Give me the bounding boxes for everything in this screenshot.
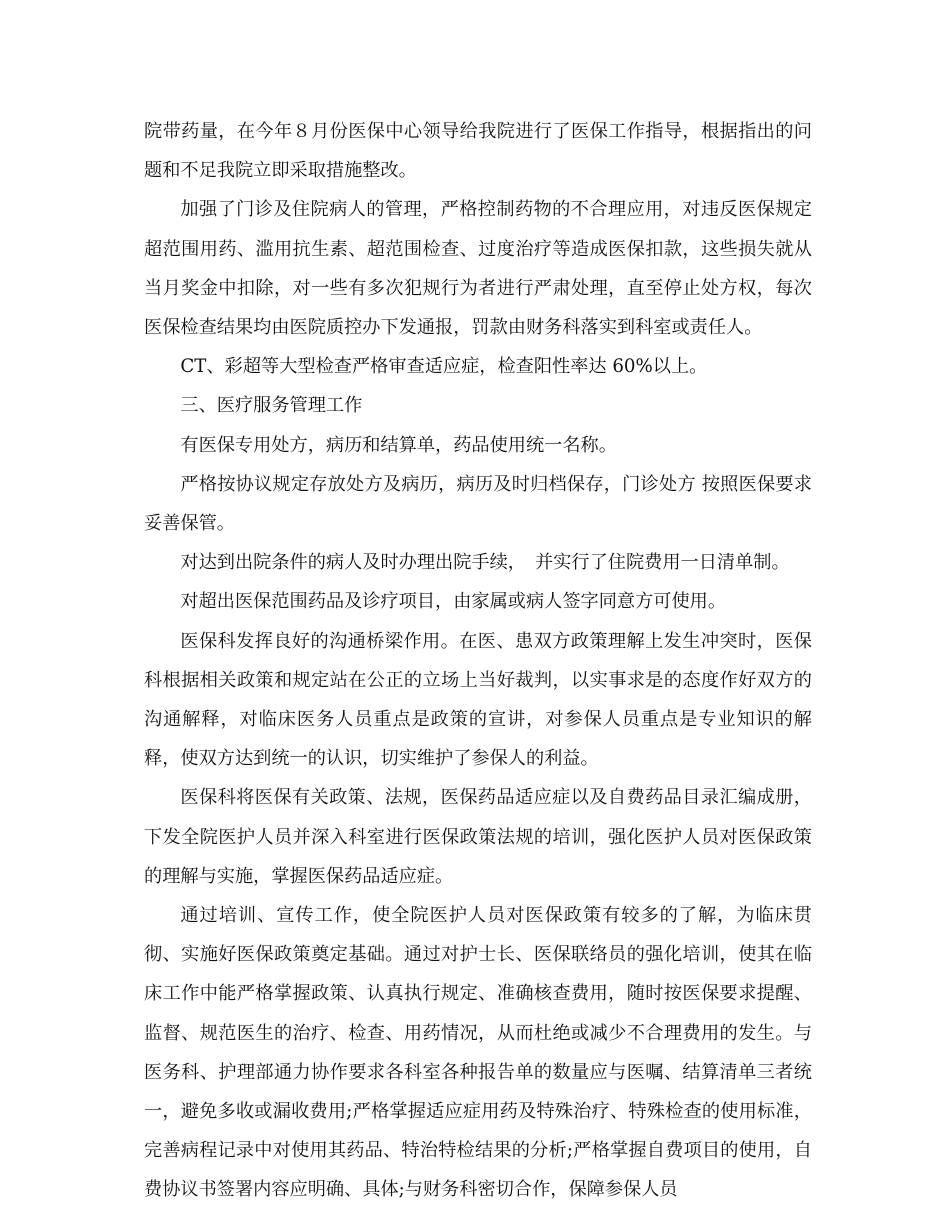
paragraph-consent: 对超出医保范围药品及诊疗项目，由家属或病人签字同意方可使用。 (180, 591, 727, 613)
paragraph-discharge: 对达到出院条件的病人及时办理出院手续， 并实行了住院费用一日清单制。 (180, 552, 790, 574)
paragraph-communication-bridge: 医保科发挥良好的沟通桥梁作用。在医、患双方政策理解上发生冲突时，医保科根据相关政策和规定站在公正的立场上当好裁判，以实事求是的态度作好双方的沟通解释，对临床医务人员重点是政策的宣讲，对参保人员重点是专业知识的解释，使双方达到统一的认识，切实维护了参保人的利益。 (144, 630, 812, 770)
paragraph-prescriptions: 有医保专用处方，病历和结算单，药品使用统一名称。 (180, 434, 617, 456)
paragraph-training: 通过培训、宣传工作，使全院医护人员对医保政策有较多的了解，为临床贯彻、实施好医保政策奠定基础。通过对护士长、医保联络员的强化培训，使其在临床工作中能严格掌握政策、认真执行规定、准确核查费用，随时按医保要求提醒、监督、规范医生的治疗、检查、用药情况，从而杜绝或减少不合理费用的发生。与医务科、护理部通力协作要求各科室各种报告单的数量应与医嘱、结算清单三者统一，避免多收或漏收费用;严格掌握适应症用药及特殊治疗、特殊检查的使用标准，完善病程记录中对使用其药品、特治特检结果的分析;严格掌握自费项目的使用，自费协议书签署内容应明确、具体;与财务科密切合作，保障参保人员 (144, 905, 812, 1201)
document-body (144, 112, 812, 1210)
paragraph-policy-handbook: 医保科将医保有关政策、法规，医保药品适应症以及自费药品目录汇编成册，下发全院医护人员并深入科室进行医保政策法规的培训，强化医护人员对医保政策的理解与实施，掌握医保药品适应症。 (144, 787, 812, 887)
paragraph-patient-management: 加强了门诊及住院病人的管理，严格控制药物的不合理应用，对违反医保规定超范围用药、滥用抗生素、超范围检查、过度治疗等造成医保扣款，这些损失就从当月奖金中扣除，对一些有多次犯规行为者进行严肃处理，直至停止处方权，每次医保检查结果均由医院质控办下发通报，罚款由财务科落实到科室或责任人。 (144, 199, 812, 339)
paragraph-large-exams: CT、彩超等大型检查严格审查适应症，检查阳性率达 60%以上。 (180, 356, 708, 378)
paragraph-record-storage: 严格按协议规定存放处方及病历，病历及时归档保存，门诊处方 按照医保要求妥善保管。 (144, 473, 812, 535)
section-heading-medical-service: 三、医疗服务管理工作 (180, 395, 363, 417)
paragraph-continuation: 院带药量，在今年８月份医保中心领导给我院进行了医保工作指导，根据指出的问题和不足我院立即采取措施整改。 (144, 121, 812, 182)
